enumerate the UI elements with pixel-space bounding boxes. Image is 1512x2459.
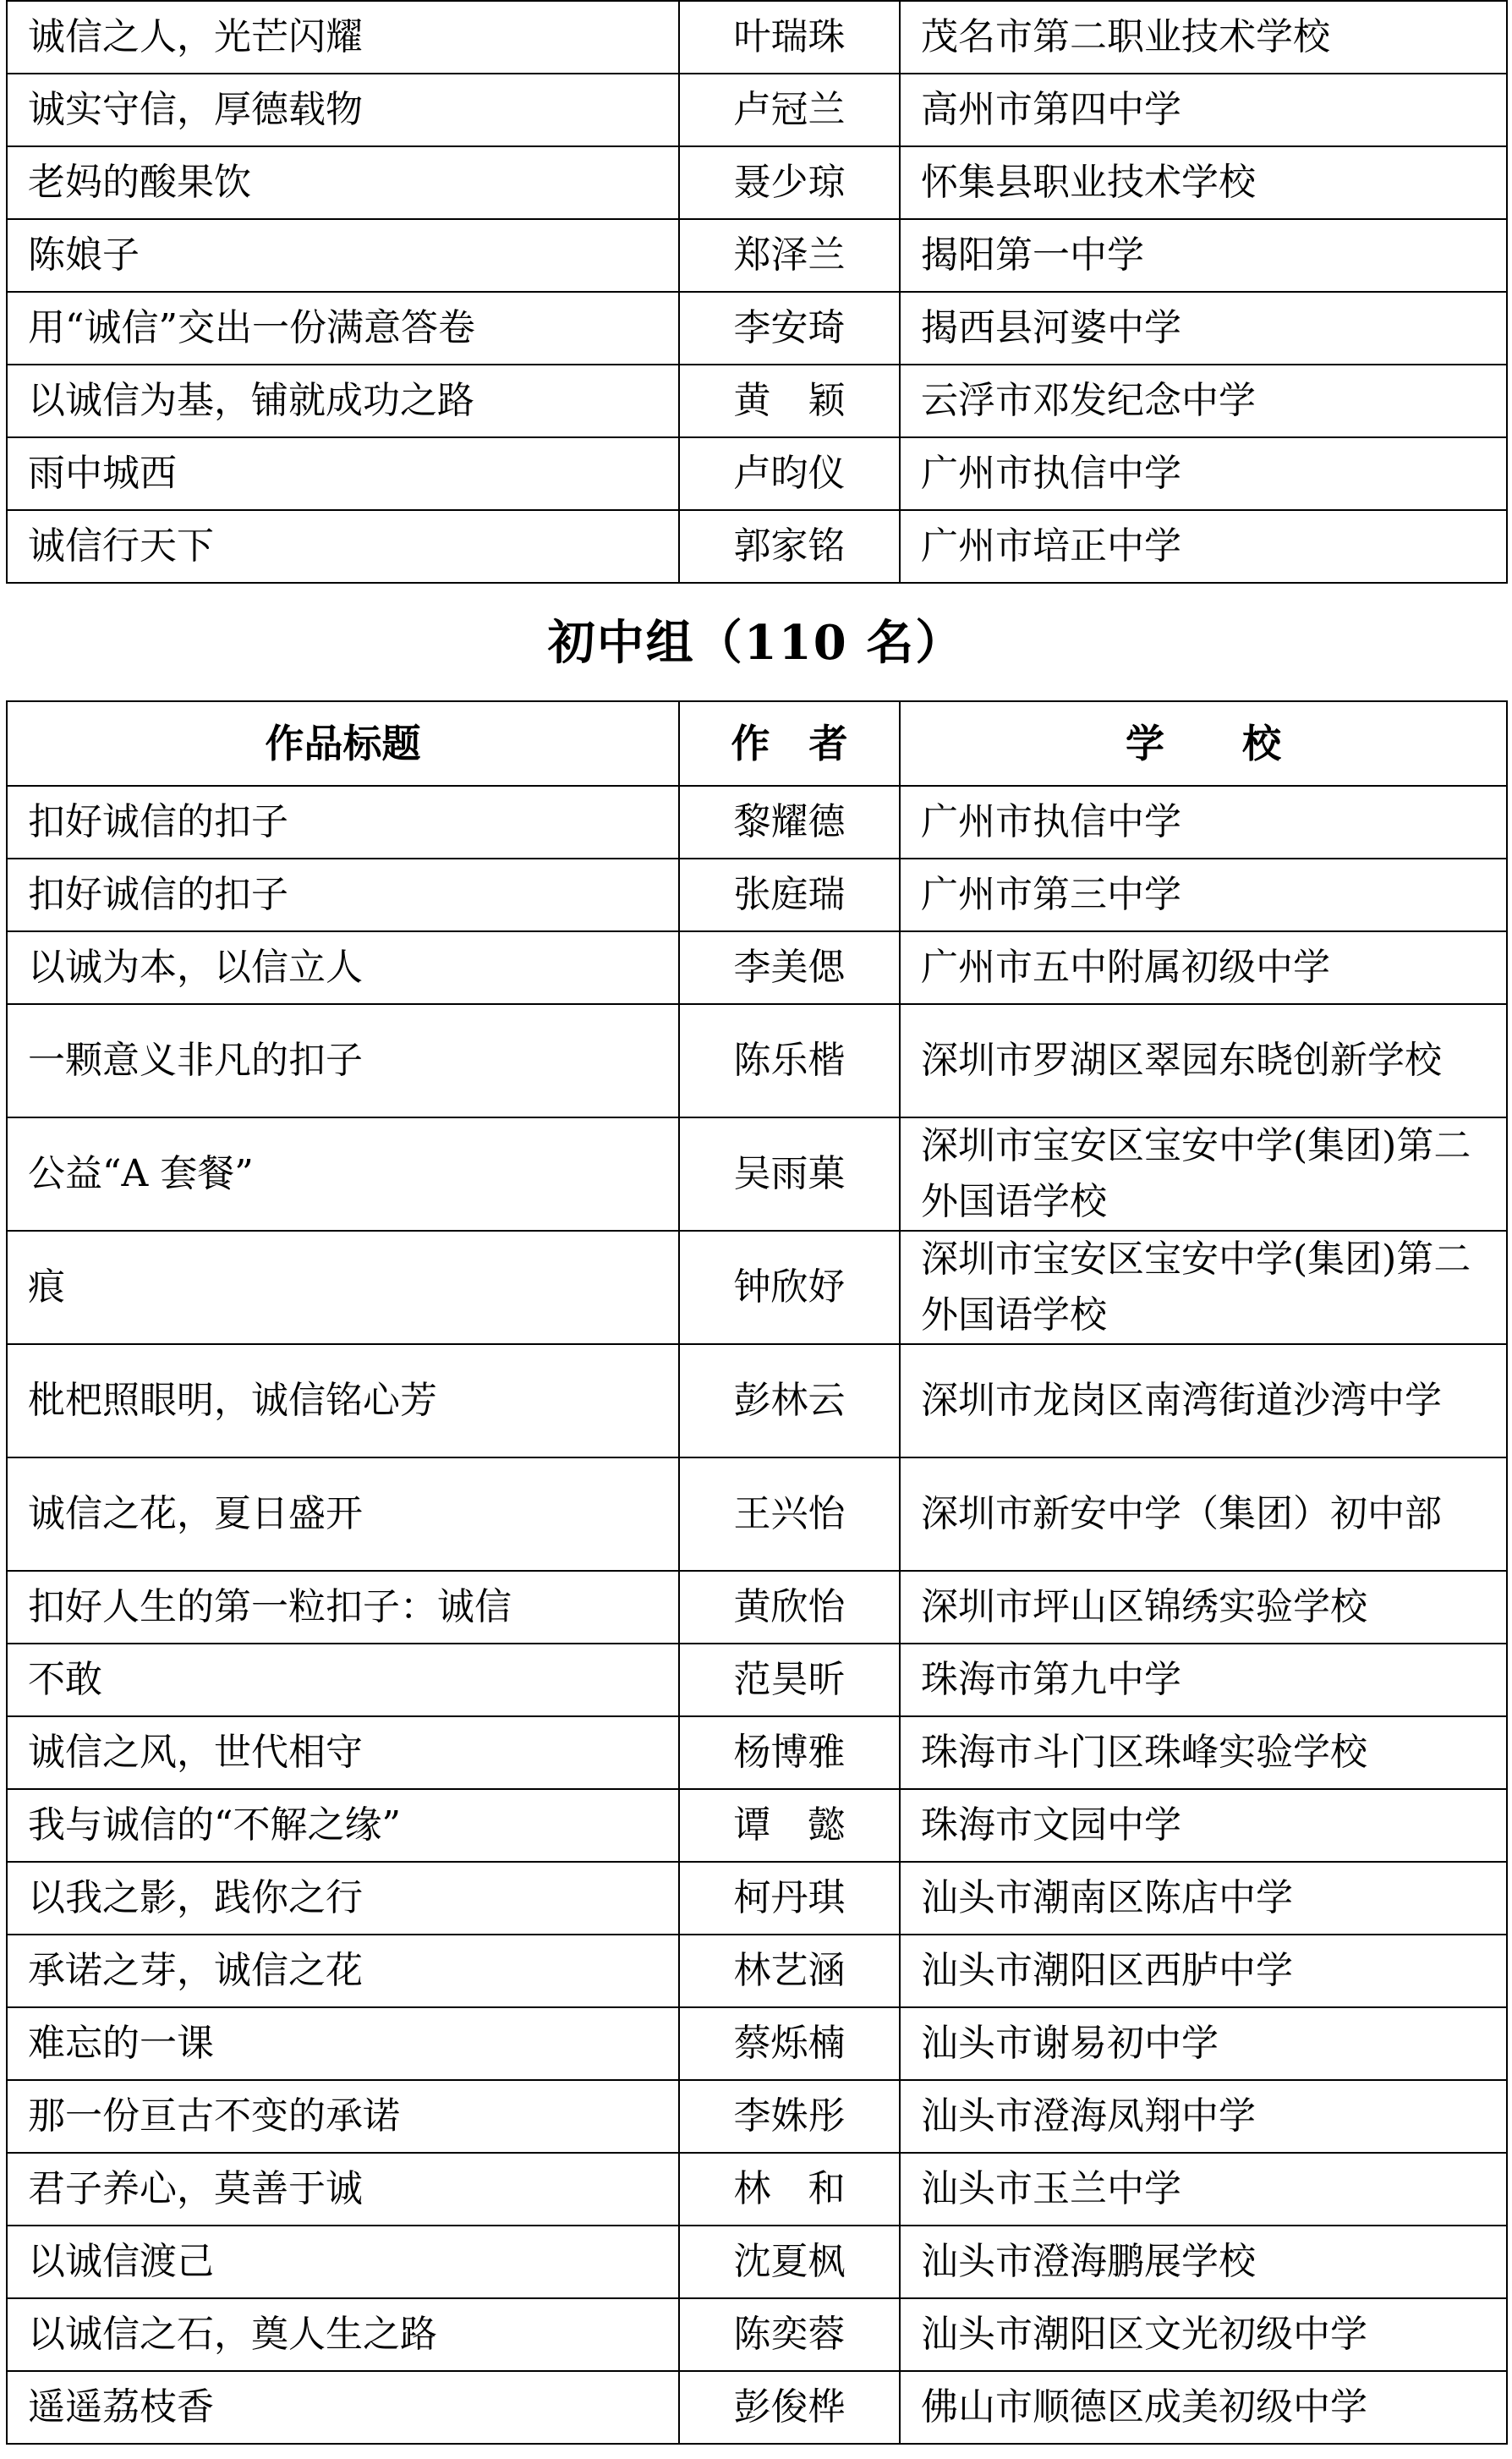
author-name: 范昊昕 bbox=[679, 1644, 900, 1716]
author-name: 沈夏枫 bbox=[679, 2226, 900, 2298]
work-title: 诚信之人，光芒闪耀 bbox=[7, 1, 679, 74]
work-title: 诚信行天下 bbox=[7, 510, 679, 583]
school-name: 广州市五中附属初级中学 bbox=[900, 931, 1507, 1004]
author-name: 李美偲 bbox=[679, 931, 900, 1004]
school-name: 揭西县河婆中学 bbox=[900, 292, 1507, 365]
table-row bbox=[7, 1004, 1507, 1117]
school-name: 汕头市潮阳区文光初级中学 bbox=[900, 2298, 1507, 2371]
school-name: 汕头市玉兰中学 bbox=[900, 2153, 1507, 2226]
author-name: 李姝彤 bbox=[679, 2080, 900, 2153]
table-row bbox=[7, 2007, 1507, 2080]
work-title: 诚信之风，世代相守 bbox=[7, 1716, 679, 1789]
work-title: 以诚信为基，铺就成功之路 bbox=[7, 365, 679, 437]
school-name: 汕头市澄海鹏展学校 bbox=[900, 2226, 1507, 2298]
author-name: 彭林云 bbox=[679, 1344, 900, 1457]
author-name: 蔡烁楠 bbox=[679, 2007, 900, 2080]
work-title: 陈娘子 bbox=[7, 219, 679, 292]
school-name: 高州市第四中学 bbox=[900, 74, 1507, 146]
table-row bbox=[7, 786, 1507, 859]
work-title: 扣好诚信的扣子 bbox=[7, 786, 679, 859]
table-row bbox=[7, 510, 1507, 583]
award-table-junior bbox=[6, 700, 1508, 2445]
table-row bbox=[7, 2298, 1507, 2371]
work-title: 扣好人生的第一粒扣子：诚信 bbox=[7, 1571, 679, 1644]
table-row bbox=[7, 437, 1507, 510]
school-name: 深圳市罗湖区翠园东晓创新学校 bbox=[900, 1004, 1507, 1117]
table-row bbox=[7, 1571, 1507, 1644]
author-name: 吴雨菓 bbox=[679, 1117, 900, 1231]
award-table-continued bbox=[6, 0, 1508, 584]
school-name: 广州市第三中学 bbox=[900, 859, 1507, 931]
school-name: 深圳市新安中学（集团）初中部 bbox=[900, 1457, 1507, 1571]
table-row bbox=[7, 1716, 1507, 1789]
table-row bbox=[7, 1789, 1507, 1862]
school-name: 汕头市潮南区陈店中学 bbox=[900, 1862, 1507, 1935]
school-name: 珠海市文园中学 bbox=[900, 1789, 1507, 1862]
work-title: 公益“A 套餐” bbox=[7, 1117, 679, 1231]
school-name: 汕头市澄海凤翔中学 bbox=[900, 2080, 1507, 2153]
school-name: 汕头市谢易初中学 bbox=[900, 2007, 1507, 2080]
school-name: 佛山市顺德区成美初级中学 bbox=[900, 2371, 1507, 2444]
work-title: 扣好诚信的扣子 bbox=[7, 859, 679, 931]
author-name: 彭俊桦 bbox=[679, 2371, 900, 2444]
school-name: 怀集县职业技术学校 bbox=[900, 146, 1507, 219]
work-title: 老妈的酸果饮 bbox=[7, 146, 679, 219]
author-name: 柯丹琪 bbox=[679, 1862, 900, 1935]
school-name: 广州市执信中学 bbox=[900, 437, 1507, 510]
author-name: 杨博雅 bbox=[679, 1716, 900, 1789]
school-name: 广州市执信中学 bbox=[900, 786, 1507, 859]
section-title: 初中组（110 名） bbox=[547, 615, 965, 671]
author-name: 陈乐楷 bbox=[679, 1004, 900, 1117]
work-title: 以诚信之石，奠人生之路 bbox=[7, 2298, 679, 2371]
author-name: 钟欣妤 bbox=[679, 1231, 900, 1344]
author-name: 林 和 bbox=[679, 2153, 900, 2226]
school-name: 珠海市斗门区珠峰实验学校 bbox=[900, 1716, 1507, 1789]
work-title: 以诚为本，以信立人 bbox=[7, 931, 679, 1004]
table-row bbox=[7, 146, 1507, 219]
school-name: 揭阳第一中学 bbox=[900, 219, 1507, 292]
work-title: 用“诚信”交出一份满意答卷 bbox=[7, 292, 679, 365]
table-header-row bbox=[7, 701, 1507, 786]
author-name: 王兴怡 bbox=[679, 1457, 900, 1571]
author-name: 张庭瑞 bbox=[679, 859, 900, 931]
author-name: 黄欣怡 bbox=[679, 1571, 900, 1644]
author-name: 卢昀仪 bbox=[679, 437, 900, 510]
author-name: 卢冠兰 bbox=[679, 74, 900, 146]
table-row bbox=[7, 1644, 1507, 1716]
table-row bbox=[7, 1344, 1507, 1457]
school-name: 汕头市潮阳区西胪中学 bbox=[900, 1935, 1507, 2007]
work-title: 不敢 bbox=[7, 1644, 679, 1716]
author-name: 聂少琼 bbox=[679, 146, 900, 219]
header-title: 作品标题 bbox=[7, 701, 679, 786]
school-name: 深圳市宝安区宝安中学(集团)第二外国语学校 bbox=[900, 1117, 1507, 1231]
table-row bbox=[7, 859, 1507, 931]
school-name: 深圳市坪山区锦绣实验学校 bbox=[900, 1571, 1507, 1644]
work-title: 承诺之芽，诚信之花 bbox=[7, 1935, 679, 2007]
work-title: 诚信之花，夏日盛开 bbox=[7, 1457, 679, 1571]
work-title: 我与诚信的“不解之缘” bbox=[7, 1789, 679, 1862]
school-name: 广州市培正中学 bbox=[900, 510, 1507, 583]
table-row bbox=[7, 219, 1507, 292]
table-row bbox=[7, 1231, 1507, 1344]
work-title: 一颗意义非凡的扣子 bbox=[7, 1004, 679, 1117]
work-title: 那一份亘古不变的承诺 bbox=[7, 2080, 679, 2153]
table-row bbox=[7, 1935, 1507, 2007]
work-title: 以诚信渡己 bbox=[7, 2226, 679, 2298]
school-name: 茂名市第二职业技术学校 bbox=[900, 1, 1507, 74]
table-row bbox=[7, 74, 1507, 146]
table-row bbox=[7, 931, 1507, 1004]
author-name: 黎耀德 bbox=[679, 786, 900, 859]
table-row bbox=[7, 1, 1507, 74]
author-name: 李安琦 bbox=[679, 292, 900, 365]
work-title: 遥遥荔枝香 bbox=[7, 2371, 679, 2444]
table-row bbox=[7, 2371, 1507, 2444]
work-title: 雨中城西 bbox=[7, 437, 679, 510]
table-row bbox=[7, 1457, 1507, 1571]
work-title: 以我之影，践你之行 bbox=[7, 1862, 679, 1935]
table-row bbox=[7, 2153, 1507, 2226]
header-author: 作 者 bbox=[679, 701, 900, 786]
author-name: 林艺涵 bbox=[679, 1935, 900, 2007]
school-name: 云浮市邓发纪念中学 bbox=[900, 365, 1507, 437]
author-name: 谭 懿 bbox=[679, 1789, 900, 1862]
school-name: 珠海市第九中学 bbox=[900, 1644, 1507, 1716]
work-title: 痕 bbox=[7, 1231, 679, 1344]
school-name: 深圳市宝安区宝安中学(集团)第二外国语学校 bbox=[900, 1231, 1507, 1344]
table-row bbox=[7, 1117, 1507, 1231]
author-name: 陈奕蓉 bbox=[679, 2298, 900, 2371]
work-title: 难忘的一课 bbox=[7, 2007, 679, 2080]
author-name: 郭家铭 bbox=[679, 510, 900, 583]
header-school: 学 校 bbox=[900, 701, 1507, 786]
work-title: 君子养心，莫善于诚 bbox=[7, 2153, 679, 2226]
author-name: 叶瑞珠 bbox=[679, 1, 900, 74]
table-row bbox=[7, 365, 1507, 437]
table-row bbox=[7, 2080, 1507, 2153]
table-row bbox=[7, 292, 1507, 365]
school-name: 深圳市龙岗区南湾街道沙湾中学 bbox=[900, 1344, 1507, 1457]
work-title: 诚实守信，厚德载物 bbox=[7, 74, 679, 146]
table-row bbox=[7, 1862, 1507, 1935]
author-name: 黄 颖 bbox=[679, 365, 900, 437]
work-title: 枇杷照眼明，诚信铭心芳 bbox=[7, 1344, 679, 1457]
table-row bbox=[7, 2226, 1507, 2298]
author-name: 郑泽兰 bbox=[679, 219, 900, 292]
